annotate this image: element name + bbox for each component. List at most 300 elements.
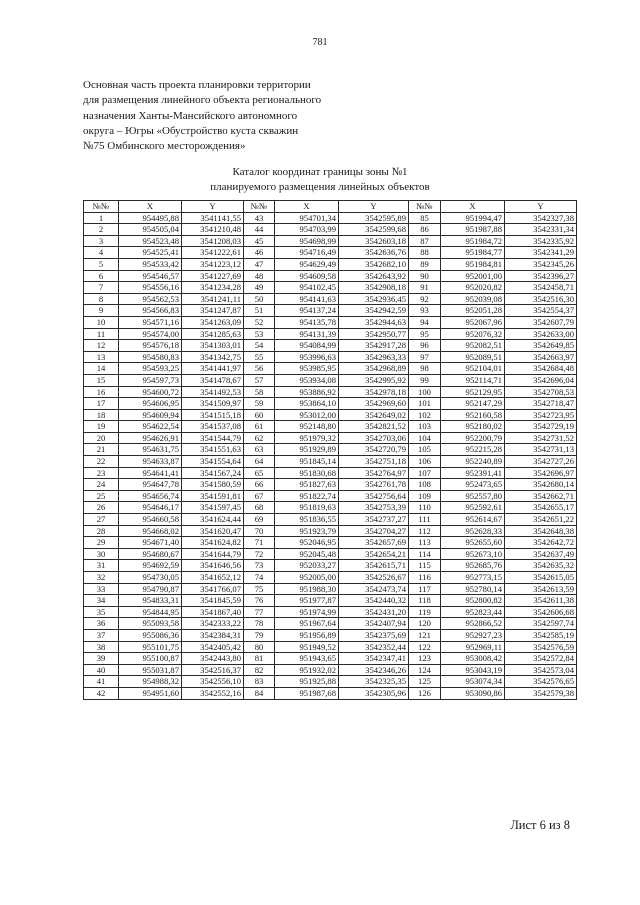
- point-number-cell: 33: [84, 583, 119, 595]
- x-coordinate-cell: 951994,47: [441, 212, 505, 224]
- point-number-cell: 35: [84, 606, 119, 618]
- column-header-number: №№: [84, 201, 119, 213]
- point-number-cell: 122: [409, 641, 441, 653]
- y-coordinate-cell: 3542611,38: [505, 595, 577, 607]
- y-coordinate-cell: 3542663,97: [505, 351, 577, 363]
- point-number-cell: 124: [409, 664, 441, 676]
- point-number-cell: 57: [244, 374, 275, 386]
- point-number-cell: 78: [244, 618, 275, 630]
- x-coordinate-cell: 951827,63: [275, 479, 339, 491]
- point-number-cell: 2: [84, 224, 119, 236]
- table-row: [84, 328, 577, 340]
- table-row: [84, 525, 577, 537]
- y-coordinate-cell: 3542585,19: [505, 629, 577, 641]
- point-number-cell: 32: [84, 572, 119, 584]
- y-coordinate-cell: 3542576,65: [505, 676, 577, 688]
- x-coordinate-cell: 952039,08: [441, 293, 505, 305]
- y-coordinate-cell: 3542599,68: [339, 224, 409, 236]
- point-number-cell: 21: [84, 444, 119, 456]
- y-coordinate-cell: 3542458,71: [505, 282, 577, 294]
- point-number-cell: 17: [84, 398, 119, 410]
- table-row: [84, 444, 577, 456]
- y-coordinate-cell: 3542341,29: [505, 247, 577, 259]
- point-number-cell: 10: [84, 316, 119, 328]
- y-coordinate-cell: 3542440,32: [339, 595, 409, 607]
- point-number-cell: 92: [409, 293, 441, 305]
- x-coordinate-cell: 952823,44: [441, 606, 505, 618]
- point-number-cell: 115: [409, 560, 441, 572]
- y-coordinate-cell: 3541342,75: [182, 351, 244, 363]
- x-coordinate-cell: 952614,67: [441, 514, 505, 526]
- y-coordinate-cell: 3542682,10: [339, 258, 409, 270]
- y-coordinate-cell: 3541285,63: [182, 328, 244, 340]
- x-coordinate-cell: 954137,24: [275, 305, 339, 317]
- point-number-cell: 96: [409, 340, 441, 352]
- x-coordinate-cell: 954606,95: [119, 398, 182, 410]
- x-coordinate-cell: 952800,82: [441, 595, 505, 607]
- x-coordinate-cell: 954716,49: [275, 247, 339, 259]
- x-coordinate-cell: 954951,60: [119, 687, 182, 699]
- x-coordinate-cell: 954646,17: [119, 502, 182, 514]
- point-number-cell: 47: [244, 258, 275, 270]
- point-number-cell: 63: [244, 444, 275, 456]
- point-number-cell: 93: [409, 305, 441, 317]
- x-coordinate-cell: 952592,61: [441, 502, 505, 514]
- x-coordinate-cell: 952033,27: [275, 560, 339, 572]
- point-number-cell: 70: [244, 525, 275, 537]
- point-number-cell: 99: [409, 374, 441, 386]
- y-coordinate-cell: 3541441,97: [182, 363, 244, 375]
- point-number-cell: 62: [244, 432, 275, 444]
- y-coordinate-cell: 3542978,18: [339, 386, 409, 398]
- y-coordinate-cell: 3542552,16: [182, 687, 244, 699]
- point-number-cell: 18: [84, 409, 119, 421]
- point-number-cell: 31: [84, 560, 119, 572]
- y-coordinate-cell: 3541241,11: [182, 293, 244, 305]
- y-coordinate-cell: 3542331,34: [505, 224, 577, 236]
- column-header-x: X: [119, 201, 182, 213]
- y-coordinate-cell: 3541515,18: [182, 409, 244, 421]
- point-number-cell: 64: [244, 456, 275, 468]
- y-coordinate-cell: 3542703,06: [339, 432, 409, 444]
- x-coordinate-cell: 951822,74: [275, 490, 339, 502]
- table-row: [84, 467, 577, 479]
- point-number-cell: 28: [84, 525, 119, 537]
- point-number-cell: 13: [84, 351, 119, 363]
- table-row: [84, 537, 577, 549]
- table-row: [84, 676, 577, 688]
- x-coordinate-cell: 954505,04: [119, 224, 182, 236]
- x-coordinate-cell: 952046,95: [275, 537, 339, 549]
- y-coordinate-cell: 3542473,74: [339, 583, 409, 595]
- y-coordinate-cell: 3542727,26: [505, 456, 577, 468]
- table-row: [84, 363, 577, 375]
- y-coordinate-cell: 3542950,77: [339, 328, 409, 340]
- y-coordinate-cell: 3542649,85: [505, 340, 577, 352]
- y-coordinate-cell: 3542516,30: [505, 293, 577, 305]
- y-coordinate-cell: 3542556,10: [182, 676, 244, 688]
- x-coordinate-cell: 951987,68: [275, 687, 339, 699]
- point-number-cell: 71: [244, 537, 275, 549]
- y-coordinate-cell: 3542723,95: [505, 409, 577, 421]
- y-coordinate-cell: 3541208,03: [182, 235, 244, 247]
- point-number-cell: 88: [409, 247, 441, 259]
- x-coordinate-cell: 954609,94: [119, 409, 182, 421]
- y-coordinate-cell: 3542407,94: [339, 618, 409, 630]
- point-number-cell: 29: [84, 537, 119, 549]
- x-coordinate-cell: 953074,34: [441, 676, 505, 688]
- point-number-cell: 7: [84, 282, 119, 294]
- point-number-cell: 100: [409, 386, 441, 398]
- x-coordinate-cell: 952020,82: [441, 282, 505, 294]
- x-coordinate-cell: 951984,77: [441, 247, 505, 259]
- header-line: Основная часть проекта планировки территории: [83, 79, 311, 91]
- header-line: №75 Омбинского месторождения»: [83, 140, 246, 153]
- point-number-cell: 49: [244, 282, 275, 294]
- point-number-cell: 26: [84, 502, 119, 514]
- point-number-cell: 103: [409, 421, 441, 433]
- table-row: [84, 641, 577, 653]
- point-number-cell: 45: [244, 235, 275, 247]
- x-coordinate-cell: 954576,18: [119, 340, 182, 352]
- x-coordinate-cell: 954671,40: [119, 537, 182, 549]
- y-coordinate-cell: 3542968,89: [339, 363, 409, 375]
- y-coordinate-cell: 3542942,59: [339, 305, 409, 317]
- x-coordinate-cell: 952780,14: [441, 583, 505, 595]
- x-coordinate-cell: 954641,41: [119, 467, 182, 479]
- point-number-cell: 4: [84, 247, 119, 259]
- x-coordinate-cell: 952200,79: [441, 432, 505, 444]
- x-coordinate-cell: 954844,95: [119, 606, 182, 618]
- y-coordinate-cell: 3541554,64: [182, 456, 244, 468]
- x-coordinate-cell: 952160,58: [441, 409, 505, 421]
- x-coordinate-cell: 954556,16: [119, 282, 182, 294]
- x-coordinate-cell: 951977,87: [275, 595, 339, 607]
- table-row: [84, 490, 577, 502]
- y-coordinate-cell: 3542345,26: [505, 258, 577, 270]
- y-coordinate-cell: 3542761,78: [339, 479, 409, 491]
- y-coordinate-cell: 3542635,32: [505, 560, 577, 572]
- point-number-cell: 6: [84, 270, 119, 282]
- x-coordinate-cell: 953090,86: [441, 687, 505, 699]
- point-number-cell: 79: [244, 629, 275, 641]
- x-coordinate-cell: 951929,89: [275, 444, 339, 456]
- y-coordinate-cell: 3542396,27: [505, 270, 577, 282]
- point-number-cell: 24: [84, 479, 119, 491]
- y-coordinate-cell: 3542731,52: [505, 432, 577, 444]
- x-coordinate-cell: 951949,52: [275, 641, 339, 653]
- point-number-cell: 9: [84, 305, 119, 317]
- x-coordinate-cell: 951925,88: [275, 676, 339, 688]
- y-coordinate-cell: 3542375,69: [339, 629, 409, 641]
- x-coordinate-cell: 952005,00: [275, 572, 339, 584]
- point-number-cell: 46: [244, 247, 275, 259]
- column-header-number: №№: [409, 201, 441, 213]
- y-coordinate-cell: 3542526,67: [339, 572, 409, 584]
- point-number-cell: 20: [84, 432, 119, 444]
- point-number-cell: 19: [84, 421, 119, 433]
- point-number-cell: 41: [84, 676, 119, 688]
- y-coordinate-cell: 3542654,21: [339, 548, 409, 560]
- y-coordinate-cell: 3542662,71: [505, 490, 577, 502]
- catalog-title-line: Каталог координат границы зоны №1: [232, 166, 408, 178]
- y-coordinate-cell: 3541580,59: [182, 479, 244, 491]
- point-number-cell: 43: [244, 212, 275, 224]
- x-coordinate-cell: 954730,05: [119, 572, 182, 584]
- point-number-cell: 126: [409, 687, 441, 699]
- x-coordinate-cell: 951967,64: [275, 618, 339, 630]
- table-row: [84, 398, 577, 410]
- point-number-cell: 84: [244, 687, 275, 699]
- point-number-cell: 94: [409, 316, 441, 328]
- table-row: [84, 687, 577, 699]
- point-number-cell: 65: [244, 467, 275, 479]
- y-coordinate-cell: 3541845,59: [182, 595, 244, 607]
- y-coordinate-cell: 3542637,49: [505, 548, 577, 560]
- x-coordinate-cell: 954574,00: [119, 328, 182, 340]
- x-coordinate-cell: 953012,00: [275, 409, 339, 421]
- y-coordinate-cell: 3541537,08: [182, 421, 244, 433]
- y-coordinate-cell: 3542576,59: [505, 641, 577, 653]
- x-coordinate-cell: 954660,58: [119, 514, 182, 526]
- table-row: [84, 374, 577, 386]
- y-coordinate-cell: 3542573,04: [505, 664, 577, 676]
- table-row: [84, 212, 577, 224]
- x-coordinate-cell: 954790,87: [119, 583, 182, 595]
- point-number-cell: 119: [409, 606, 441, 618]
- x-coordinate-cell: 954988,32: [119, 676, 182, 688]
- y-coordinate-cell: 3542649,02: [339, 409, 409, 421]
- header-line: назначения Ханты-Мансийского автономного: [83, 109, 298, 122]
- x-coordinate-cell: 954084,99: [275, 340, 339, 352]
- x-coordinate-cell: 952067,96: [441, 316, 505, 328]
- table-row: [84, 432, 577, 444]
- y-coordinate-cell: 3542643,92: [339, 270, 409, 282]
- x-coordinate-cell: 954656,74: [119, 490, 182, 502]
- point-number-cell: 105: [409, 444, 441, 456]
- x-coordinate-cell: 955100,87: [119, 653, 182, 665]
- table-row: [84, 386, 577, 398]
- y-coordinate-cell: 3542333,22: [182, 618, 244, 630]
- table-row: [84, 629, 577, 641]
- point-number-cell: 86: [409, 224, 441, 236]
- x-coordinate-cell: 954609,58: [275, 270, 339, 282]
- x-coordinate-cell: 952927,23: [441, 629, 505, 641]
- x-coordinate-cell: 951979,32: [275, 432, 339, 444]
- point-number-cell: 38: [84, 641, 119, 653]
- column-header-y: Y: [339, 201, 409, 213]
- point-number-cell: 74: [244, 572, 275, 584]
- table-row: [84, 247, 577, 259]
- x-coordinate-cell: 951984,72: [441, 235, 505, 247]
- column-header-x: X: [441, 201, 505, 213]
- y-coordinate-cell: 3541544,79: [182, 432, 244, 444]
- y-coordinate-cell: 3542969,60: [339, 398, 409, 410]
- x-coordinate-cell: 954131,39: [275, 328, 339, 340]
- point-number-cell: 30: [84, 548, 119, 560]
- y-coordinate-cell: 3542615,71: [339, 560, 409, 572]
- catalog-title: [0, 165, 640, 194]
- catalog-title-line: планируемого размещения линейных объектов: [210, 180, 430, 193]
- point-number-cell: 112: [409, 525, 441, 537]
- table-row: [84, 572, 577, 584]
- y-coordinate-cell: 3542613,59: [505, 583, 577, 595]
- y-coordinate-cell: 3542655,17: [505, 502, 577, 514]
- point-number-cell: 121: [409, 629, 441, 641]
- y-coordinate-cell: 3542684,48: [505, 363, 577, 375]
- x-coordinate-cell: 952082,51: [441, 340, 505, 352]
- y-coordinate-cell: 3542636,76: [339, 247, 409, 259]
- table-row: [84, 595, 577, 607]
- point-number-cell: 102: [409, 409, 441, 421]
- point-number-cell: 16: [84, 386, 119, 398]
- table-row: [84, 316, 577, 328]
- x-coordinate-cell: 955031,87: [119, 664, 182, 676]
- point-number-cell: 90: [409, 270, 441, 282]
- point-number-cell: 107: [409, 467, 441, 479]
- table-header-row: [84, 201, 577, 213]
- x-coordinate-cell: 951943,65: [275, 653, 339, 665]
- x-coordinate-cell: 954571,16: [119, 316, 182, 328]
- point-number-cell: 1: [84, 212, 119, 224]
- y-coordinate-cell: 3541210,48: [182, 224, 244, 236]
- y-coordinate-cell: 3542603,18: [339, 235, 409, 247]
- y-coordinate-cell: 3541624,44: [182, 514, 244, 526]
- y-coordinate-cell: 3542704,27: [339, 525, 409, 537]
- x-coordinate-cell: 953864,10: [275, 398, 339, 410]
- y-coordinate-cell: 3542325,35: [339, 676, 409, 688]
- point-number-cell: 123: [409, 653, 441, 665]
- table-row: [84, 502, 577, 514]
- y-coordinate-cell: 3542821,52: [339, 421, 409, 433]
- table-row: [84, 235, 577, 247]
- point-number-cell: 120: [409, 618, 441, 630]
- point-number-cell: 25: [84, 490, 119, 502]
- point-number-cell: 89: [409, 258, 441, 270]
- y-coordinate-cell: 3541223,12: [182, 258, 244, 270]
- x-coordinate-cell: 952473,65: [441, 479, 505, 491]
- table-row: [84, 270, 577, 282]
- x-coordinate-cell: 953008,42: [441, 653, 505, 665]
- point-number-cell: 8: [84, 293, 119, 305]
- y-coordinate-cell: 3541492,53: [182, 386, 244, 398]
- x-coordinate-cell: 954597,73: [119, 374, 182, 386]
- table-body: [84, 212, 577, 699]
- y-coordinate-cell: 3542908,18: [339, 282, 409, 294]
- y-coordinate-cell: 3542680,14: [505, 479, 577, 491]
- x-coordinate-cell: 954833,31: [119, 595, 182, 607]
- x-coordinate-cell: 952773,15: [441, 572, 505, 584]
- x-coordinate-cell: 952148,80: [275, 421, 339, 433]
- page-number: 781: [312, 37, 328, 48]
- y-coordinate-cell: 3542384,31: [182, 629, 244, 641]
- table-row: [84, 548, 577, 560]
- y-coordinate-cell: 3542731,13: [505, 444, 577, 456]
- point-number-cell: 69: [244, 514, 275, 526]
- x-coordinate-cell: 952391,41: [441, 467, 505, 479]
- point-number-cell: 73: [244, 560, 275, 572]
- y-coordinate-cell: 3541591,81: [182, 490, 244, 502]
- y-coordinate-cell: 3542720,79: [339, 444, 409, 456]
- y-coordinate-cell: 3541766,07: [182, 583, 244, 595]
- table-row: [84, 583, 577, 595]
- point-number-cell: 77: [244, 606, 275, 618]
- point-number-cell: 14: [84, 363, 119, 375]
- y-coordinate-cell: 3542579,38: [505, 687, 577, 699]
- point-number-cell: 106: [409, 456, 441, 468]
- table-row: [84, 514, 577, 526]
- x-coordinate-cell: 954600,72: [119, 386, 182, 398]
- x-coordinate-cell: 952866,52: [441, 618, 505, 630]
- y-coordinate-cell: 3541624,82: [182, 537, 244, 549]
- y-coordinate-cell: 3542657,69: [339, 537, 409, 549]
- x-coordinate-cell: 954102,45: [275, 282, 339, 294]
- table-row: [84, 282, 577, 294]
- table-row: [84, 340, 577, 352]
- column-header-x: X: [275, 201, 339, 213]
- x-coordinate-cell: 954703,99: [275, 224, 339, 236]
- table-row: [84, 560, 577, 572]
- table-row: [84, 479, 577, 491]
- y-coordinate-cell: 3542737,27: [339, 514, 409, 526]
- point-number-cell: 101: [409, 398, 441, 410]
- point-number-cell: 55: [244, 351, 275, 363]
- y-coordinate-cell: 3542696,97: [505, 467, 577, 479]
- y-coordinate-cell: 3542595,89: [339, 212, 409, 224]
- point-number-cell: 83: [244, 676, 275, 688]
- point-number-cell: 12: [84, 340, 119, 352]
- point-number-cell: 113: [409, 537, 441, 549]
- x-coordinate-cell: 951984,81: [441, 258, 505, 270]
- point-number-cell: 76: [244, 595, 275, 607]
- x-coordinate-cell: 952673,10: [441, 548, 505, 560]
- table-row: [84, 293, 577, 305]
- point-number-cell: 56: [244, 363, 275, 375]
- point-number-cell: 95: [409, 328, 441, 340]
- y-coordinate-cell: 3542642,72: [505, 537, 577, 549]
- x-coordinate-cell: 952001,00: [441, 270, 505, 282]
- point-number-cell: 40: [84, 664, 119, 676]
- x-coordinate-cell: 951988,30: [275, 583, 339, 595]
- y-coordinate-cell: 3542347,41: [339, 653, 409, 665]
- x-coordinate-cell: 952147,29: [441, 398, 505, 410]
- y-coordinate-cell: 3541867,40: [182, 606, 244, 618]
- y-coordinate-cell: 3542963,33: [339, 351, 409, 363]
- x-coordinate-cell: 951974,99: [275, 606, 339, 618]
- y-coordinate-cell: 3542572,84: [505, 653, 577, 665]
- table-row: [84, 224, 577, 236]
- y-coordinate-cell: 3541222,61: [182, 247, 244, 259]
- x-coordinate-cell: 954698,99: [275, 235, 339, 247]
- y-coordinate-cell: 3541597,45: [182, 502, 244, 514]
- point-number-cell: 15: [84, 374, 119, 386]
- x-coordinate-cell: 954680,67: [119, 548, 182, 560]
- table-row: [84, 351, 577, 363]
- point-number-cell: 3: [84, 235, 119, 247]
- point-number-cell: 91: [409, 282, 441, 294]
- x-coordinate-cell: 951923,79: [275, 525, 339, 537]
- x-coordinate-cell: 954701,34: [275, 212, 339, 224]
- x-coordinate-cell: 951830,68: [275, 467, 339, 479]
- x-coordinate-cell: 954562,53: [119, 293, 182, 305]
- table-row: [84, 664, 577, 676]
- y-coordinate-cell: 3542729,19: [505, 421, 577, 433]
- x-coordinate-cell: 952045,48: [275, 548, 339, 560]
- point-number-cell: 48: [244, 270, 275, 282]
- x-coordinate-cell: 954692,59: [119, 560, 182, 572]
- point-number-cell: 80: [244, 641, 275, 653]
- x-coordinate-cell: 952104,01: [441, 363, 505, 375]
